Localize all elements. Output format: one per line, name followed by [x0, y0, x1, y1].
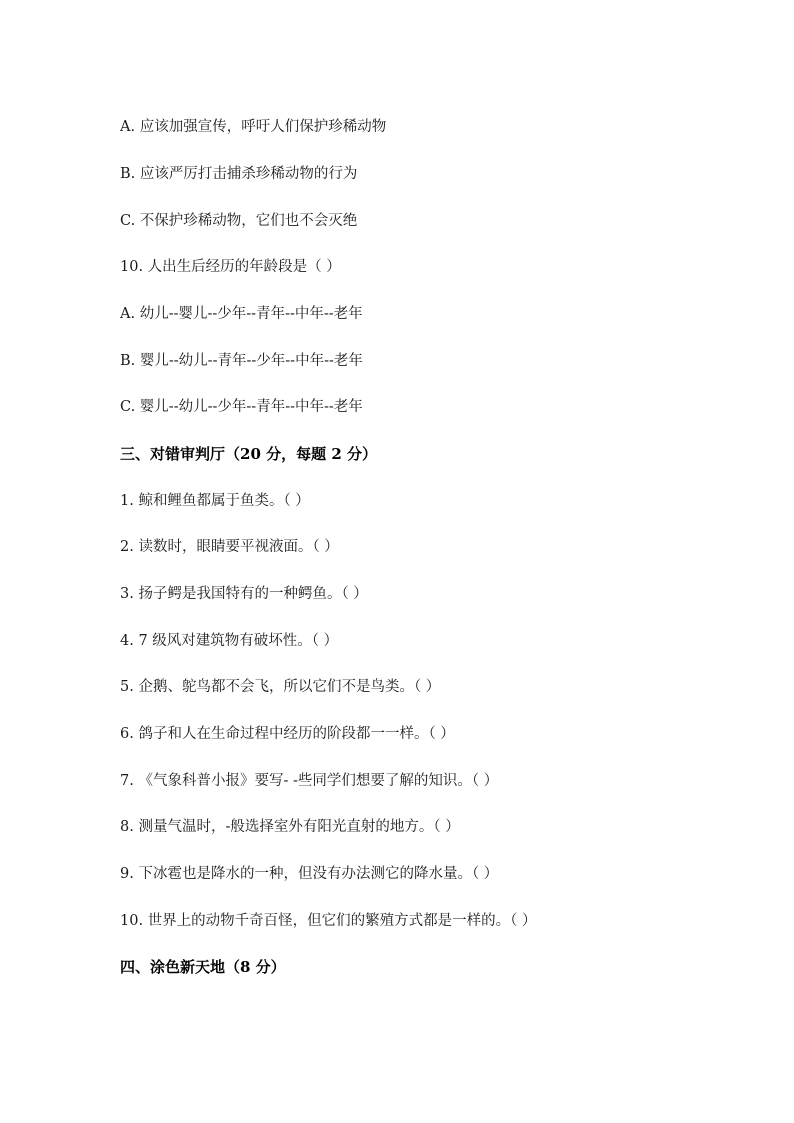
q10-option-c: C. 婴儿--幼儿--少年--青年--中年--老年 [120, 399, 363, 415]
true-false-item-10: 10. 世界上的动物千奇百怪，但它们的繁殖方式都是一样的。（ ） [120, 913, 537, 929]
true-false-item-3: 3. 扬子鳄是我国特有的一种鳄鱼。（ ） [120, 586, 368, 602]
true-false-item-9: 9. 下冰雹也是降水的一种，但没有办法测它的降水量。（ ） [120, 866, 499, 882]
q9-option-a: A. 应该加强宣传，呼吁人们保护珍稀动物 [120, 119, 387, 135]
section3-heading: 三、对错审判厅（20 分，每题 2 分） [120, 445, 377, 463]
true-false-item-8: 8. 测量气温时，-般选择室外有阳光直射的地方。（ ） [120, 819, 460, 835]
q10-option-a: A. 幼儿--婴儿--少年--青年--中年--老年 [120, 306, 363, 322]
true-false-item-1: 1. 鲸和鲤鱼都属于鱼类。（ ） [120, 493, 310, 509]
q10-option-b: B. 婴儿--幼儿--青年--少年--中年--老年 [120, 353, 363, 369]
true-false-item-5: 5. 企鹅、鸵鸟都不会飞，所以它们不是鸟类。（ ） [120, 679, 441, 695]
q9-option-c: C. 不保护珍稀动物，它们也不会灭绝 [120, 213, 358, 229]
q9-option-b: B. 应该严厉打击捕杀珍稀动物的行为 [120, 166, 358, 182]
true-false-item-6: 6. 鸽子和人在生命过程中经历的阶段都一一样。（ ） [120, 726, 455, 742]
section4-heading: 四、涂色新天地（8 分） [120, 958, 286, 976]
q10-question: 10. 人出生后经历的年龄段是（ ） [120, 259, 341, 275]
true-false-item-7: 7. 《气象科普小报》要写- -些同学们想要了解的知识。（ ） [120, 773, 499, 789]
true-false-item-2: 2. 读数时，眼睛要平视液面。（ ） [120, 539, 339, 555]
true-false-item-4: 4. 7 级风对建筑物有破坏性。（ ） [120, 633, 339, 649]
